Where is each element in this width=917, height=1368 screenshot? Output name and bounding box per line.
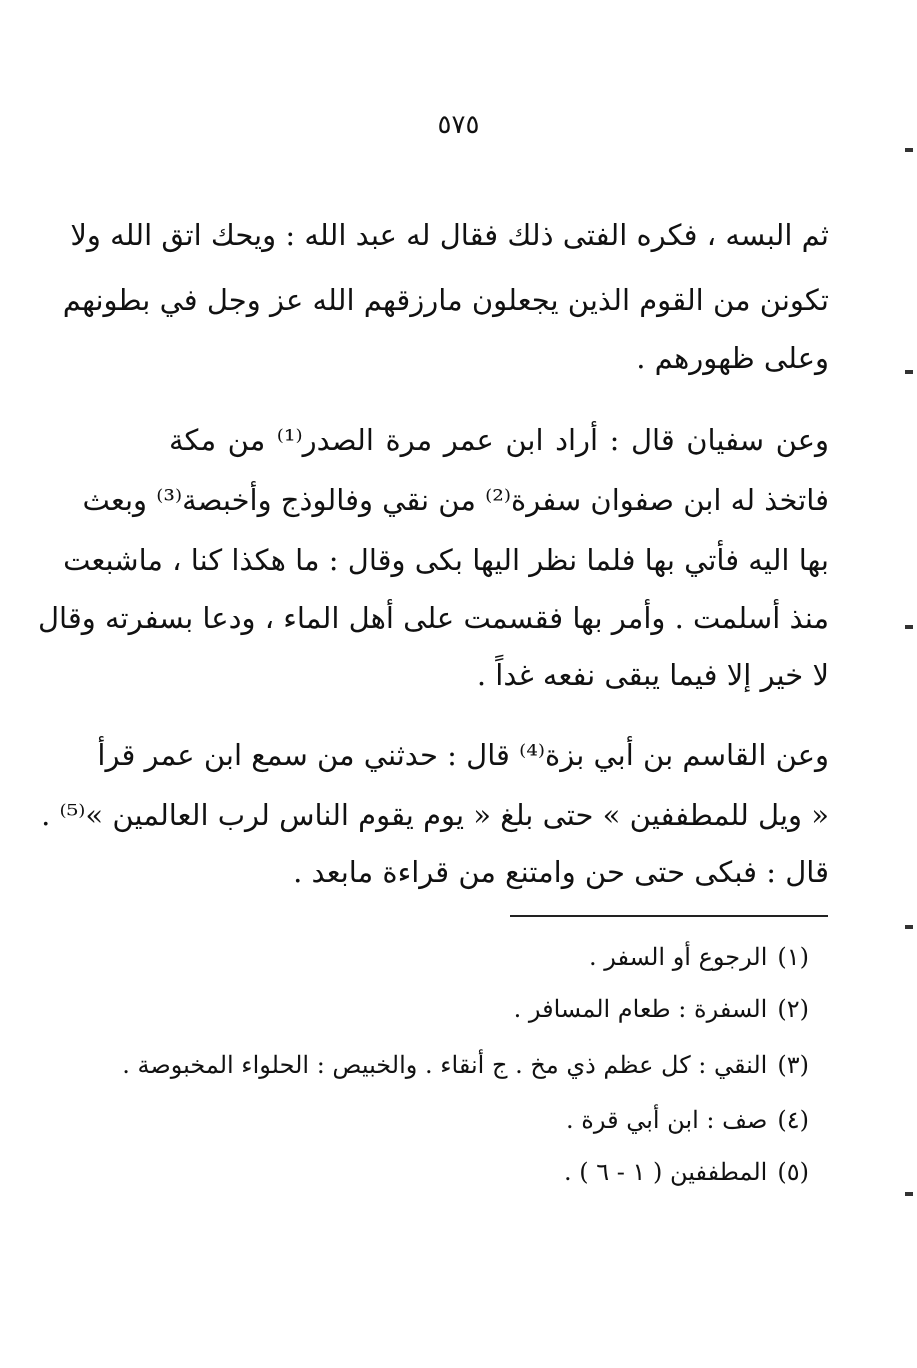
body-line: فاتخذ له ابن صفوان سفرة⁽²⁾ من نقي وفالوذج وأخبصة⁽³⁾ وبعث <box>82 483 829 517</box>
footnote-number: (٤) <box>777 1106 809 1134</box>
body-line: قال : فبكى حتى حن وامتنع من قراءة مابعد . <box>293 855 829 889</box>
footnote-text: النقي : كل عظم ذي مخ . ج أنقاء . والخبيص : الحلواء المخبوصة . <box>122 1051 768 1079</box>
footnote-text: الرجوع أو السفر . <box>589 943 768 971</box>
body-line: تكونن من القوم الذين يجعلون مارزقهم الله عز وجل في بطونهم <box>62 283 829 317</box>
scan-edge-mark <box>905 1192 913 1196</box>
footnote-number: (٢) <box>777 995 809 1023</box>
footnote-text: السفرة : طعام المسافر . <box>513 995 768 1023</box>
scan-edge-mark <box>905 925 913 929</box>
footnote-text: المطففين ( ١ - ٦ ) . <box>563 1158 768 1186</box>
footnote-divider <box>510 915 828 917</box>
body-line: ثم البسه ، فكره الفتى ذلك فقال له عبد الله : ويحك اتق الله ولا <box>70 218 829 252</box>
scan-edge-mark <box>905 148 913 152</box>
page-number: ٥٧٥ <box>437 110 480 140</box>
footnote-number: (١) <box>777 943 809 971</box>
scan-edge-mark <box>905 625 913 629</box>
body-line: بها اليه فأتي بها فلما نظر اليها بكى وقال : ما هكذا كنا ، ماشبعت <box>63 543 829 577</box>
body-line: وعن سفيان قال : أراد ابن عمر مرة الصدر⁽¹⁾ من مكة <box>169 423 830 457</box>
footnote <box>109 940 809 974</box>
footnote-number: (٣) <box>777 1051 809 1079</box>
footnote <box>109 1103 809 1137</box>
scan-edge-mark <box>905 370 913 374</box>
footnote <box>109 992 809 1026</box>
body-line: لا خير إلا فيما يبقى نفعه غداً . <box>476 658 829 692</box>
footnote-text: صف : ابن أبي قرة . <box>566 1106 768 1134</box>
body-line: « ويل للمطففين » حتى بلغ « يوم يقوم الناس لرب العالمين »⁽⁵⁾ . <box>41 798 829 832</box>
body-line: منذ أسلمت . وأمر بها فقسمت على أهل الماء ، ودعا بسفرته وقال <box>37 601 829 635</box>
body-line: وعلى ظهورهم . <box>636 341 829 375</box>
footnote <box>109 1155 809 1189</box>
footnote <box>109 1048 809 1082</box>
footnote-number: (٥) <box>777 1158 809 1186</box>
body-line: وعن القاسم بن أبي بزة⁽⁴⁾ قال : حدثني من سمع ابن عمر قرأ <box>97 738 829 772</box>
